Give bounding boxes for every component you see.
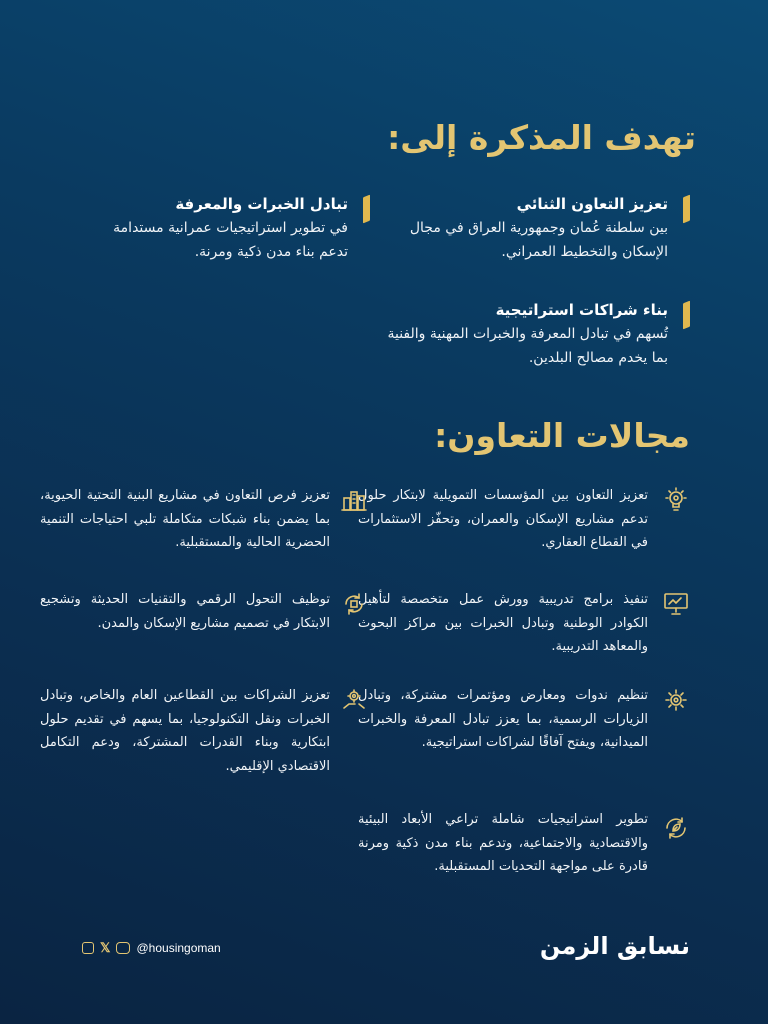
goal-knowledge-exchange [88,192,348,264]
youtube-icon[interactable] [116,942,130,954]
x-icon[interactable]: 𝕏 [100,940,111,955]
digital-transformation-icon [340,590,368,618]
infrastructure-icon [340,486,368,514]
fields-heading: مجالات التعاون: [434,416,690,455]
sustainability-leaf-icon [662,814,690,842]
footer-social [82,941,221,955]
goal-marker-icon [363,195,370,224]
goal-title: بناء شراكات استراتيجية [495,301,668,319]
goal-title: تبادل الخبرات والمعرفة [175,195,348,213]
goal-strategic-partnerships [378,298,668,370]
goal-marker-icon [683,301,690,330]
goal-text: في تطوير استراتيجيات عمرانية مستدامة تدعم بناء مدن ذكية ومرنة. [113,220,348,260]
footer-handle[interactable]: @housingoman [136,941,221,955]
goal-text: تُسهم في تبادل المعرفة والخبرات المهنية والفنية بما يخدم مصالح البلدين. [387,326,668,366]
training-presentation-icon [662,590,690,618]
tech-transfer-icon [340,686,368,714]
goal-bilateral-cooperation [378,192,668,264]
field-text: تنظيم ندوات ومعارض ومؤتمرات مشتركة، وتبادل الزيارات الرسمية، بما يعزز تبادل المعرفة والخبرات الميدانية، ويفتح آفاقًا لشراكات استراتيجية. [358,688,648,750]
field-text: تعزيز الشراكات بين القطاعين العام والخاص، وتبادل الخبرات ونقل التكنولوجيا، بما يسهم في تقديم حلول ابتكارية وبناء القدرات المشتركة، ودعم التكامل الاقتصادي الإقليمي. [40,688,330,774]
field-text: توظيف التحول الرقمي والتقنيات الحديثة وتشجيع الابتكار في تصميم مشاريع الإسكان والمدن. [40,592,330,631]
partnership-gear-icon [662,686,690,714]
field-text: تطوير استراتيجيات شاملة تراعي الأبعاد البيئية والاقتصادية والاجتماعية، وتدعم بناء مدن ذكية ومرنة قادرة على مواجهة التحديات المستقبلية. [358,812,648,874]
instagram-icon[interactable] [82,942,94,954]
field-text: تنفيذ برامج تدريبية وورش عمل متخصصة لتأهيل الكوادر الوطنية وتبادل الخبرات بين مراكز البحوث والمعاهد التدريبية. [358,592,648,654]
brand-logo: نسابق الزمن [539,932,690,960]
field-text: تعزيز التعاون بين المؤسسات التمويلية لابتكار حلول تدعم مشاريع الإسكان والعمران، وتحفّز الاستثمارات في القطاع العقاري. [358,488,648,550]
goal-text: بين سلطنة عُمان وجمهورية العراق في مجال الإسكان والتخطيط العمراني. [409,220,668,260]
field-text: تعزيز فرص التعاون في مشاريع البنية التحتية الحيوية، بما يضمن بناء شبكات متكاملة تلبي احتياجات التنمية الحضرية الحالية والمستقبلية. [40,488,330,550]
goal-marker-icon [683,195,690,224]
lightbulb-gear-icon [662,486,690,514]
goals-heading: تهدف المذكرة إلى: [387,118,696,157]
goal-title: تعزيز التعاون الثنائي [516,195,668,213]
